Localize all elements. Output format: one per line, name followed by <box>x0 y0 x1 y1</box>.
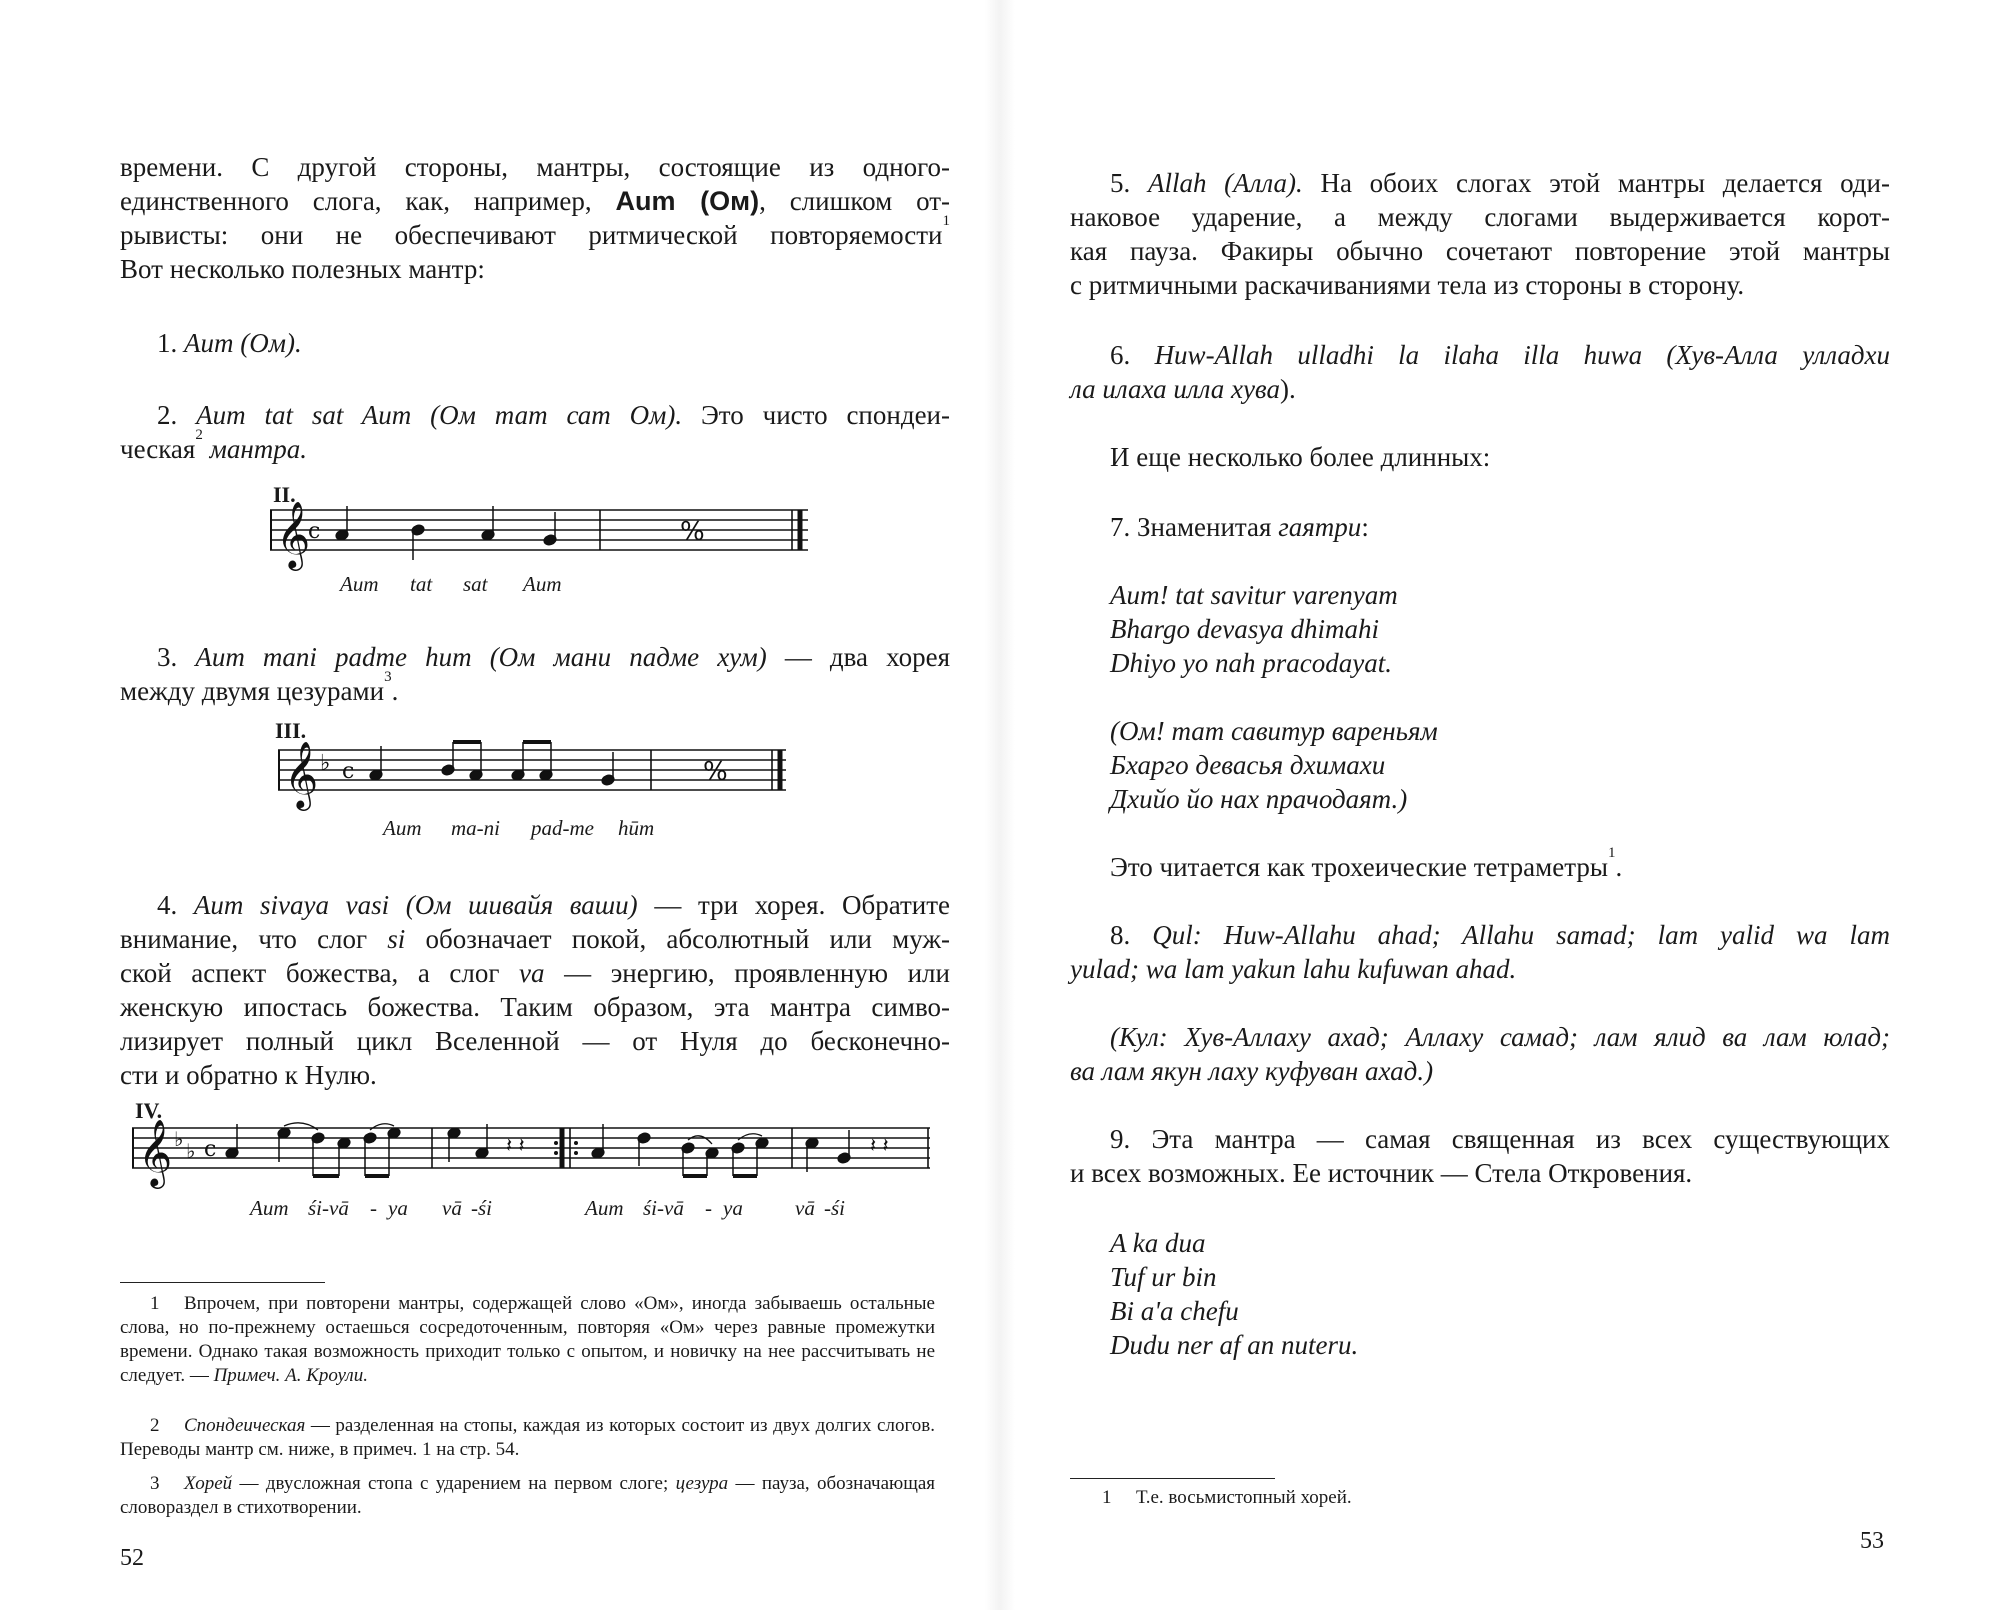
footnote-right-1: 1 Т.е. восьмистопный хорей. <box>1102 1487 1352 1508</box>
footnote-ref: 1 <box>942 213 950 229</box>
mantra-6: 6. Huw-Allah ulladhi la ilaha illa huwa (Хув-Алла улладхи ла илаха илла хува). <box>1070 340 1890 404</box>
left-page: времени. С другой стороны, мантры, состоящие из одного- единственного слога, как, например, Aum (Ом), слишком от- рывисты: они не обеспечивают ритмической повторяемости$^1$ Вот несколько полезных мантр: 1. Aum (Ом). 2. Aum tat sat Aum (Ом тат сат Ом). Это чисто спондеи- ческая$^2$ мантра. II. 𝄞 c % Aum tat sat Aum 3. Aum mani padme hum (Ом мани падме хум) — два хорея между двумя цезурами$^3$. III. 𝄞 ♭ c % Aum ma-ni pad-me hūm 4. Aum sivaya vasi (Ом шивайя ваши) — три хорея. Обратите внимание, что слог si обозначает покой, абсолютный или муж- ской аспект божества, а слог va — энергию, проявленную или женскую ипостась божества. Таким образом, эта мантра симво- лизирует полный цикл Вселенной — от Нуля до бесконечно- сти и обратно к Нулю. IV. 𝄞 ♭ ♭ c 𝄽 𝄽 𝄽 𝄽 Aum śi-vā - ya vā -śi Aum śi-vā - ya vā -śi 1 Впрочем, при повторени мантры, содержащей слово «Ом», иногда забываешь остальные слова, но по-прежнему остаешься сосредоточенным, повторяя «Ом» через равные промежутки времени. Однако такая возможность приходит только с опытом, и новичку на нее рассчитывать не следует. — Примеч. А. Кроули. 2 Спондеическая — разделенная на стопы, каждая из которых состоит из двух долгих слогов. Переводы мантр см. ниже, в примеч. 1 на стр. 54. 3 Хорей — двусложная стопа с ударением на первом слоге; цезура — пауза, обозначающая словораздел в стихотворении. 52 <box>120 152 951 1571</box>
svg-text:%: % <box>680 517 705 547</box>
svg-text:c: c <box>342 759 355 784</box>
intro-line-2: единственного слога, как, например, Aum (Ом), слишком от- <box>120 186 951 216</box>
intro-line-4: Вот несколько полезных мантр: <box>120 254 485 284</box>
footnote-2: 2 Спондеическая — разделенная на стопы, каждая из которых состоит из двух долгих слогов. Переводы мантр см. ниже, в примеч. 1 на стр. 54. <box>120 1415 935 1460</box>
svg-text:𝄞: 𝄞 <box>276 500 311 568</box>
svg-text:𝄞: 𝄞 <box>138 1118 173 1186</box>
footnote-3: 3 Хорей — двусложная стопа с ударением на первом слоге; цезура — пауза, обозначающая словораздел в стихотворении. <box>120 1473 935 1518</box>
mantra-7: 7. Знаменитая гаятри: <box>1110 512 1369 542</box>
mantra-4: 4. Aum sivaya vasi (Ом шивайя ваши) — три хорея. Обратите внимание, что слог si обозначает покой, абсолютный или муж- ской аспект божества, а слог va — энергию, проявленную или женскую ипостась божества. Таким образом, эта мантра симво- лизирует полный цикл Вселенной — от Нуля до бесконечно- сти и обратно к Нулю. <box>120 890 951 1090</box>
staff-3-label: III. <box>275 718 307 743</box>
staff-4-label: IV. <box>135 1098 163 1123</box>
right-page <box>1000 0 2000 1610</box>
gayatri-latin: Aum! tat savitur varenyam Bhargo devasya dhimahi Dhiyo yo nah pracodayat. <box>1110 580 1398 678</box>
footnote-1: 1 Впрочем, при повторени мантры, содержащей слово «Ом», иногда забываешь остальные слова, но по-прежнему остаешься сосредоточенным, повторяя «Ом» через равные промежутки времени. Однако такая возможность приходит только с опытом, и новичку на нее рассчитывать не следует. — Примеч. А. Кроули. <box>120 1293 935 1386</box>
mantra-9: 9. Эта мантра — самая священная из всех существующих и всех возможных. Ее источник — Стела Откровения. <box>1070 1124 1891 1188</box>
gayatri-russian: (Ом! тат савитур вареньям Бхарго девасья дхимахи Дхийо йо нах прачодаят.) <box>1110 716 1438 814</box>
footnote-rule <box>120 1282 325 1283</box>
svg-text:c: c <box>308 519 321 544</box>
trochaic-note: Это читается как трохеические тетраметры$^1$. <box>1110 845 1623 882</box>
mantra-8: 8. Qul: Huw-Allahu ahad; Allahu samad; lam yalid wa lam yulad; wa lam yakun lahu kufuwan ahad. <box>1070 920 1891 984</box>
svg-text:♭: ♭ <box>174 1127 184 1151</box>
longer-intro: И еще несколько более длинных: <box>1110 442 1491 472</box>
mantra-2: 2. Aum tat sat Aum (Ом тат сат Ом). Это чисто спондеи- ческая$^2$ мантра. <box>120 400 950 464</box>
music-staff-3 <box>278 740 788 810</box>
intro-line-1: времени. С другой стороны, мантры, состоящие из одного- <box>120 152 950 182</box>
svg-text:%: % <box>703 757 728 787</box>
intro-line-3: рывисты: они не обеспечивают ритмической повторяемости$^1$ <box>120 213 950 250</box>
stele-verse: A ka dua Tuf ur bin Bi a'a chefu Dudu ner af an nuteru. <box>1110 1228 1359 1360</box>
music-staff-4 <box>132 1118 932 1188</box>
mantra-8-russian: (Кул: Хув-Аллаху ахад; Аллаху самад; лам ялид ва лам юлад; ва лам якун лаху куфуван ахад.) <box>1070 1022 1890 1086</box>
footnote-rule-right <box>1070 1478 1275 1479</box>
svg-text:𝄽 𝄽: 𝄽 𝄽 <box>870 1133 889 1157</box>
page-number-right: 53 <box>1860 1528 1884 1554</box>
mantra-5: 5. Allah (Алла). На обоих слогах этой мантры делается оди- наковое ударение, а между слогами выдерживается корот- кая пауза. Факиры обычно сочетают повторение этой мантры с ритмичными раскачиваниями тела из стороны в сторону. <box>1070 168 1890 300</box>
mantra-3: 3. Aum mani padme hum (Ом мани падме хум) — два хорея между двумя цезурами$^3$. <box>120 642 950 706</box>
svg-text:♭: ♭ <box>320 751 331 776</box>
aum-bold: Aum (Ом) <box>615 186 760 216</box>
music-staff-2 <box>270 500 810 570</box>
mantra-1: 1. Aum (Ом). <box>157 328 302 358</box>
svg-text:c: c <box>204 1137 217 1162</box>
svg-text:♭: ♭ <box>186 1139 196 1163</box>
intro-paragraph <box>120 150 950 286</box>
page-number-left: 52 <box>120 1545 144 1571</box>
svg-text:𝄞: 𝄞 <box>284 740 319 808</box>
svg-text:𝄽 𝄽: 𝄽 𝄽 <box>506 1133 525 1157</box>
staff-2-label: II. <box>273 482 296 507</box>
